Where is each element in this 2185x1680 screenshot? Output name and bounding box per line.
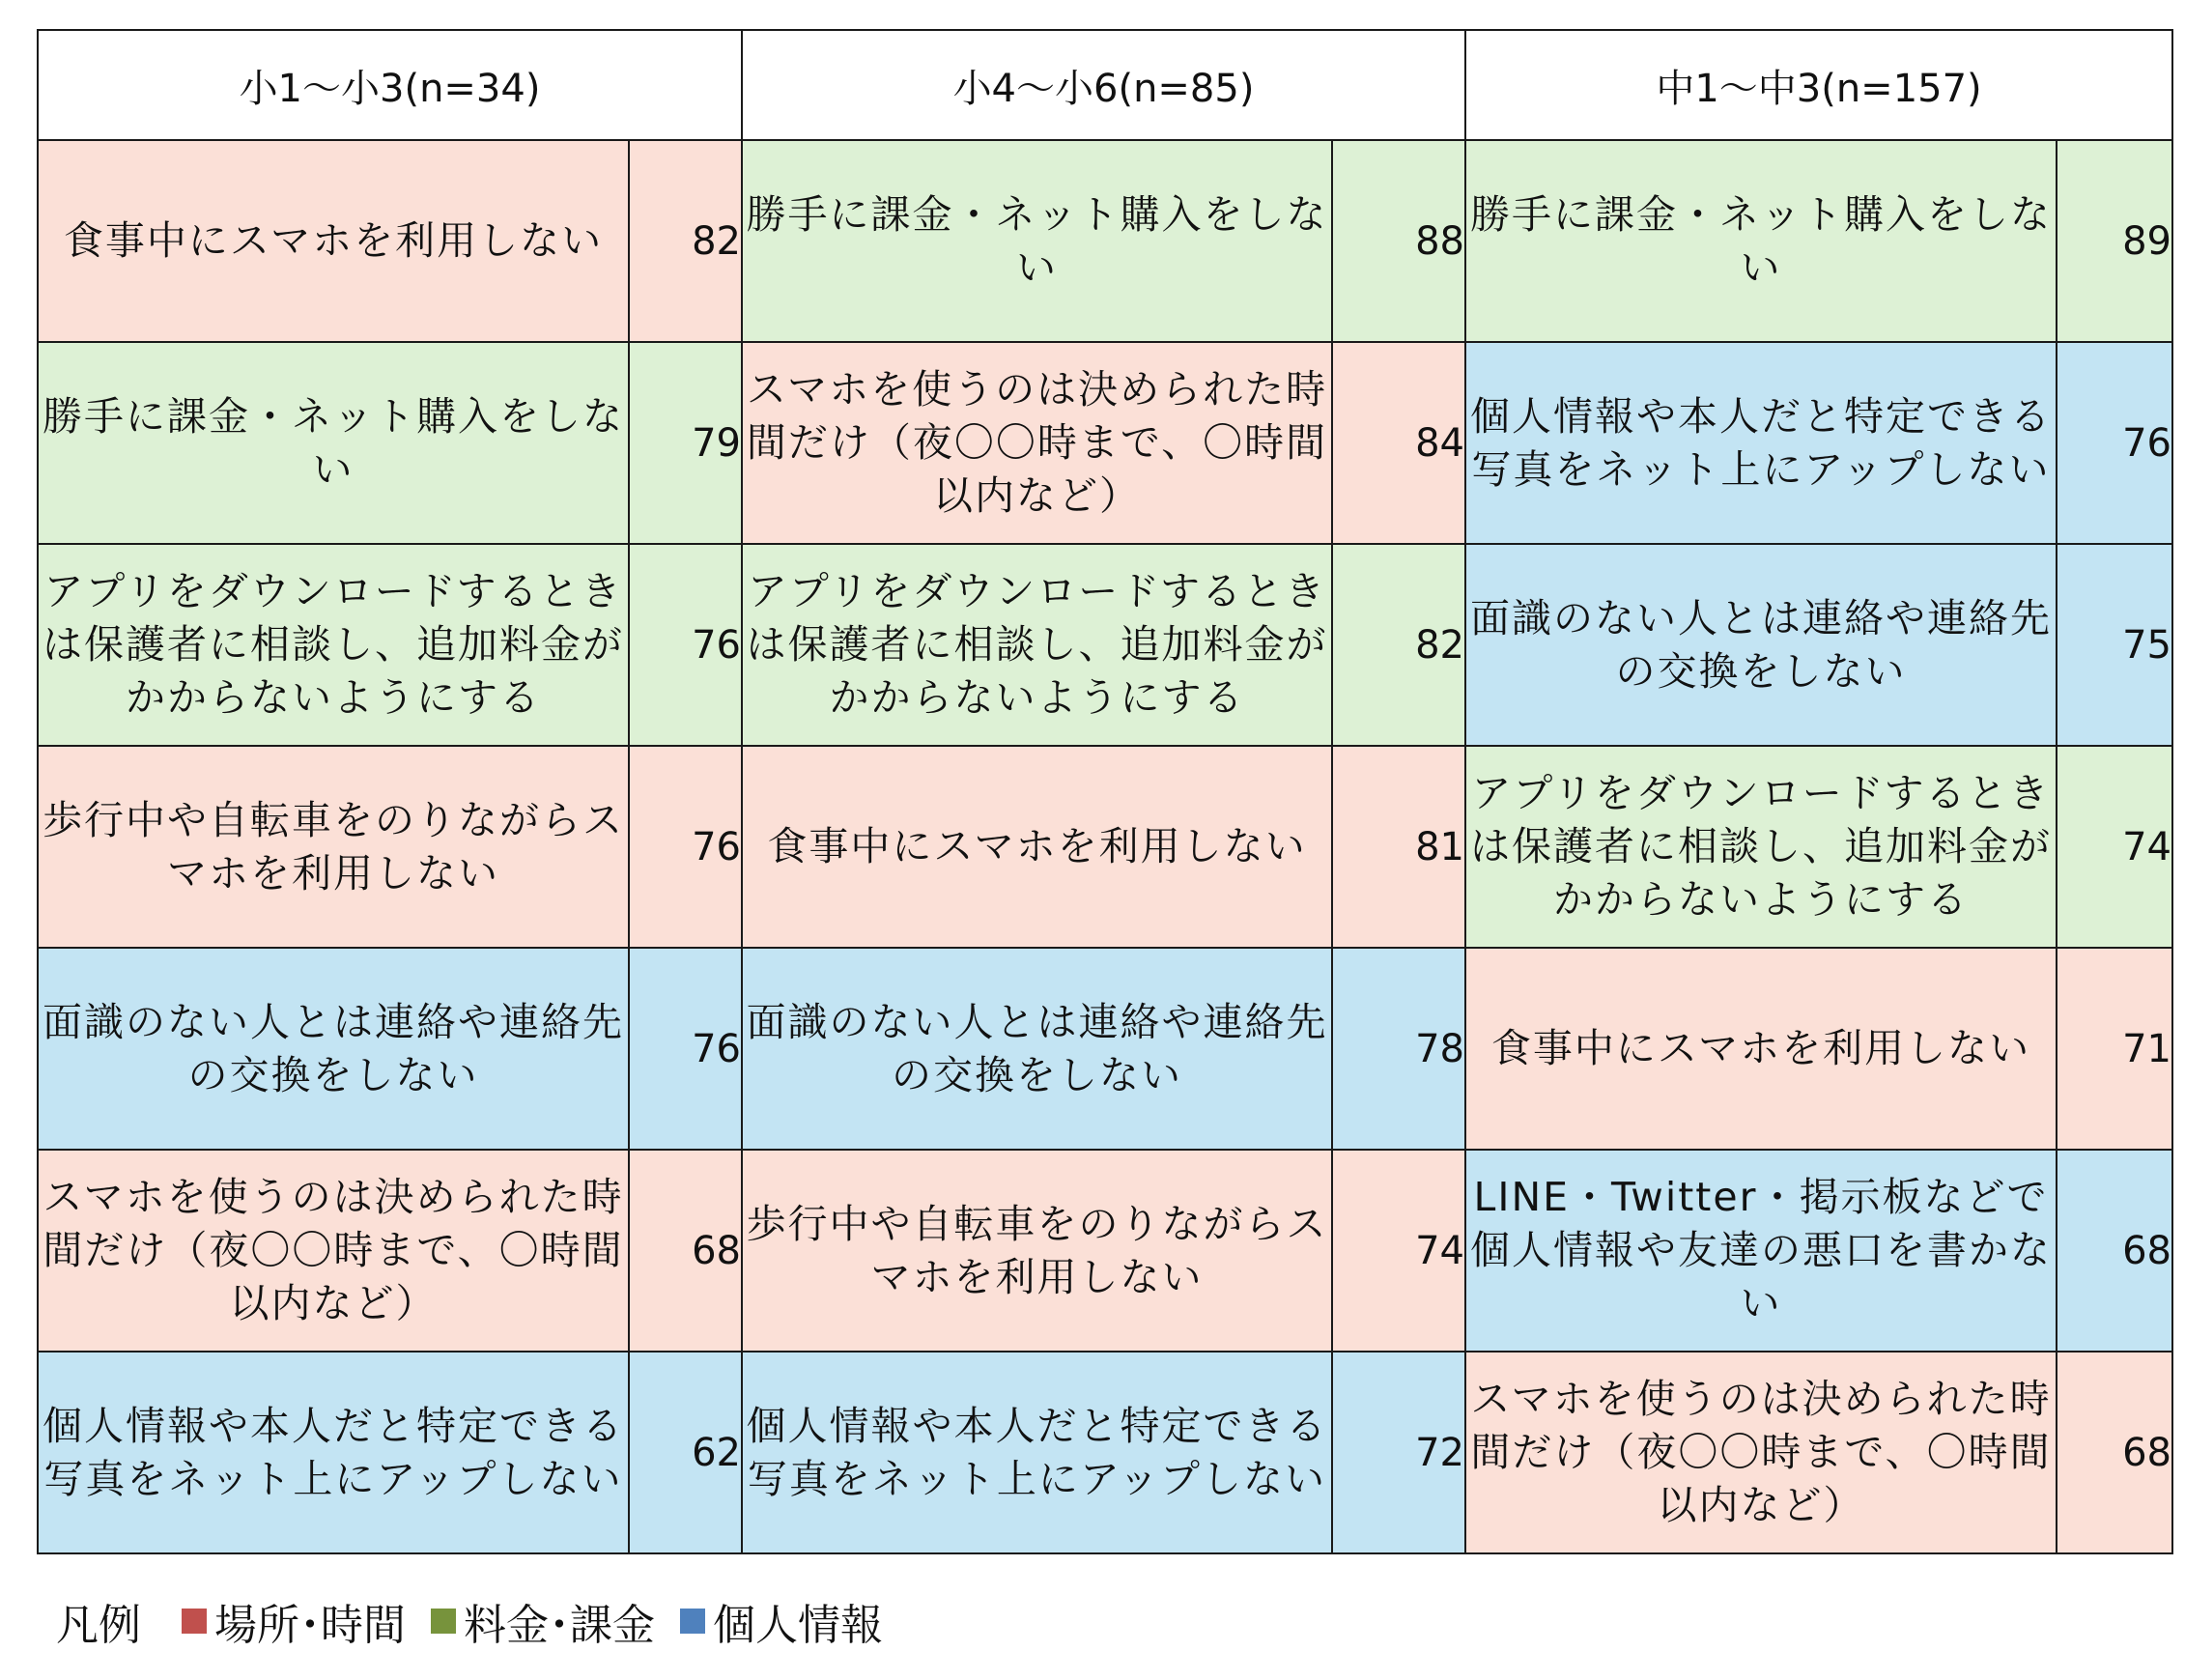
rule-item-text: 勝手に課金・ネット購入をしない [742,140,1332,342]
legend [56,1592,908,1650]
rule-item-value: 74 [1332,1150,1465,1352]
rule-item-text: 食事中にスマホを利用しない [1465,948,2057,1150]
legend-title: 凡例 [56,1601,141,1650]
rule-item-text: 勝手に課金・ネット購入をしない [1465,140,2057,342]
rule-item-text: アプリをダウンロードするときは保護者に相談し、追加料金がかからないようにする [1465,746,2057,948]
table-row [38,140,2172,342]
group-header-elementary-upper: 小4〜小6(n=85) [742,30,1465,140]
rule-item-text: スマホを使うのは決められた時間だけ（夜〇〇時まで、〇時間以内など） [38,1150,629,1352]
legend-label-place-time: 場所･時間 [214,1601,406,1650]
rule-item-value: 76 [2057,342,2172,544]
legend-swatch-place-time [182,1609,207,1634]
rule-item-value: 75 [2057,544,2172,746]
rule-item-text: 面識のない人とは連絡や連絡先の交換をしない [38,948,629,1150]
rule-item-text: 歩行中や自転車をのりながらスマホを利用しない [38,746,629,948]
rule-item-value: 76 [629,948,742,1150]
rule-item-text: 面識のない人とは連絡や連絡先の交換をしない [1465,544,2057,746]
header-row [38,30,2172,140]
rule-item-value: 68 [629,1150,742,1352]
rule-item-text: LINE・Twitter・掲示板などで個人情報や友達の悪口を書かない [1465,1150,2057,1352]
rule-item-value: 82 [629,140,742,342]
rule-item-value: 79 [629,342,742,544]
rule-item-text: アプリをダウンロードするときは保護者に相談し、追加料金がかからないようにする [742,544,1332,746]
rule-item-value: 62 [629,1352,742,1553]
rule-item-text: 面識のない人とは連絡や連絡先の交換をしない [742,948,1332,1150]
rule-item-value: 89 [2057,140,2172,342]
rule-item-text: 個人情報や本人だと特定できる写真をネット上にアップしない [1465,342,2057,544]
rule-item-text: 歩行中や自転車をのりながらスマホを利用しない [742,1150,1332,1352]
rule-item-value: 74 [2057,746,2172,948]
rule-item-text: アプリをダウンロードするときは保護者に相談し、追加料金がかからないようにする [38,544,629,746]
rule-item-value: 76 [629,544,742,746]
rule-item-value: 68 [2057,1150,2172,1352]
rule-item-value: 76 [629,746,742,948]
rule-item-value: 82 [1332,544,1465,746]
table-row [38,1150,2172,1352]
group-header-junior-high: 中1〜中3(n=157) [1465,30,2172,140]
rule-item-value: 72 [1332,1352,1465,1553]
rules-table-container [37,29,2173,1554]
rule-item-value: 71 [2057,948,2172,1150]
rule-item-text: 個人情報や本人だと特定できる写真をネット上にアップしない [742,1352,1332,1553]
rule-item-value: 84 [1332,342,1465,544]
group-header-elementary-lower: 小1〜小3(n=34) [38,30,742,140]
table-row [38,948,2172,1150]
rules-table [37,29,2173,1554]
table-row [38,1352,2172,1553]
table-row [38,544,2172,746]
legend-label-personal-info: 個人情報 [713,1601,883,1650]
rule-item-text: 個人情報や本人だと特定できる写真をネット上にアップしない [38,1352,629,1553]
rule-item-value: 68 [2057,1352,2172,1553]
rule-item-text: スマホを使うのは決められた時間だけ（夜〇〇時まで、〇時間以内など） [742,342,1332,544]
rule-item-value: 78 [1332,948,1465,1150]
table-row [38,746,2172,948]
legend-item-place-time [182,1590,406,1652]
legend-item-personal-info [680,1590,883,1652]
rule-item-text: 食事中にスマホを利用しない [38,140,629,342]
legend-label-fee-billing: 料金･課金 [464,1601,655,1650]
legend-swatch-fee-billing [431,1609,456,1634]
legend-item-fee-billing [431,1590,655,1652]
rule-item-value: 88 [1332,140,1465,342]
rule-item-text: 勝手に課金・ネット購入をしない [38,342,629,544]
rule-item-text: 食事中にスマホを利用しない [742,746,1332,948]
table-row [38,342,2172,544]
legend-swatch-personal-info [680,1609,705,1634]
rule-item-text: スマホを使うのは決められた時間だけ（夜〇〇時まで、〇時間以内など） [1465,1352,2057,1553]
rule-item-value: 81 [1332,746,1465,948]
